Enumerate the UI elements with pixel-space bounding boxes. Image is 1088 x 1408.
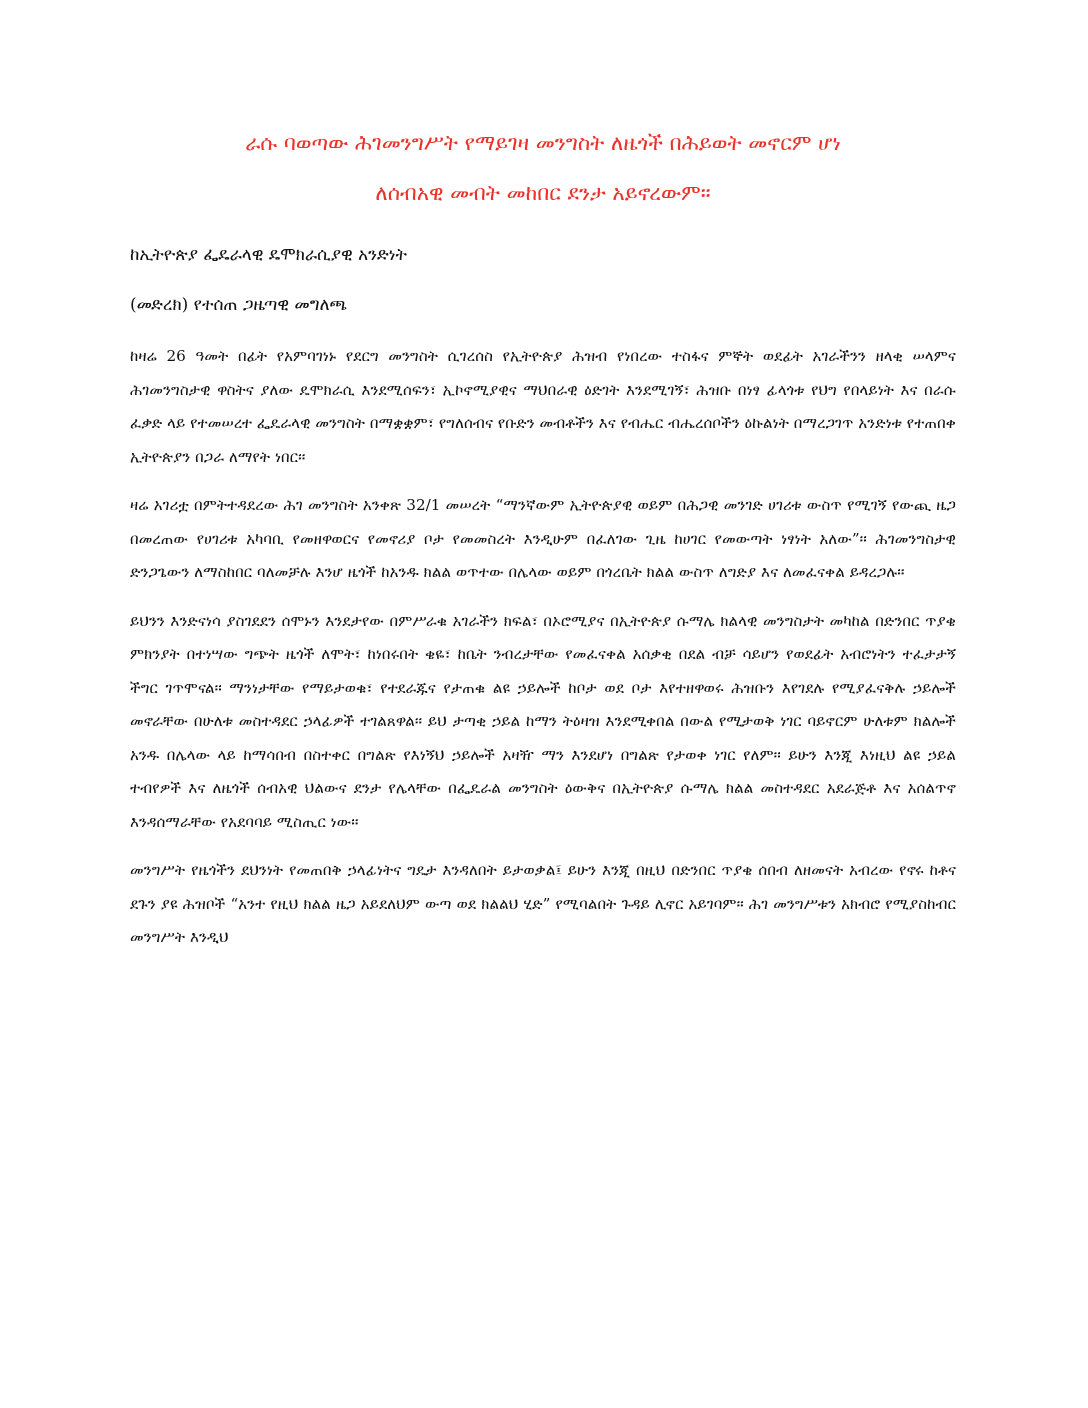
press-release-subheading: (መድረክ) የተሰጠ ጋዜጣዊ መግለጫ — [130, 295, 348, 315]
document-title — [130, 118, 956, 218]
organization-name: ከኢትዮጵያ ፌዴራላዊ ዴሞክራሲያዊ አንድነት — [130, 245, 407, 265]
paragraph-1: ከዛሬ 26 ዓመት በፊት የአምባገነኑ የደርግ መንግስት ሲገረሰስ የኢትዮጵያ ሕዝብ የነበረው ተስፋና ምኞት ወደፊት አገራችንን ዘላቂ ሠላምና ሕገመንግስታዊ ዋስትና ያለው ዴሞክራሲ እንደሚሰፍን፣ ኢኮኖሚያዊና ማህበራዊ ዕድገት እንደሚገኝ፣ ሕዝቡ በነፃ ፊላጎቱ የህግ የበላይነት እና በራሱ ፈቃድ ላይ የተመሠረተ ፌዴራላዊ መንግስት በማቋቋም፣ የግለሰብና የቡድን መብቶችን እና የብሔር ብሔረሰቦችን ዕኩልነት በማረጋገጥ አንድነቱ የተጠበቀ ኢትዮጵያን በጋራ ለማየት ነበር፡፡ — [130, 347, 956, 466]
title-line-2: ለሰብአዊ መብት መከበር ደንታ አይኖረውም። — [375, 181, 711, 205]
paragraph-2: ዛሬ አገሪቷ በምትተዳደረው ሕገ መንግስት አንቀጽ 32/1 መሠረት “ማንኛውም ኢትዮጵያዊ ወይም በሕጋዊ መንገድ ሀገሪቱ ውስጥ የሚገኝ የውጪ ዜጋ በመረጠው የሀገሪቱ አካባቢ የመዘዋወርና የመኖሪያ ቦታ የመመስረት እንዲሁም በፈለገው ጊዜ ከሀገር የመውጣት ነፃነት አለው”፡፡ ሕገመንግስታዊ ድንጋጌውን ለማስከበር ባለመቻሉ እንሆ ዜጎች ከአንዱ ክልል ወጥተው በሌላው ወይም በጎረቤት ክልል ውስጥ ለግድያ እና ለመፈናቀል ይዳረጋሉ፡፡ — [130, 496, 956, 581]
title-line-1: ራሱ ባወጣው ሕገመንግሥት የማይገዛ መንግስት ለዜጎች በሕይወት መኖርም ሆነ — [245, 131, 841, 155]
document-page — [130, 118, 956, 955]
body-text — [130, 340, 956, 955]
paragraph-3: ይህንን እንድናነሳ ያስገደደን ሰሞኑን እንደታየው በምሥራቁ አገራችን ክፍል፣ በኦሮሚያና በኢትዮጵያ ሱማሌ ክልላዊ መንግስታት መካከል በድንበር ጥያቄ ምክንያት በተነሣው ግጭት ዜጎች ለሞት፣ ከነበሩበት ቄዬ፣ ከቤት ንብረታቸው የመፈናቀል አሰቃቂ በደል ብቻ ሳይሆን የወደፊት አብሮነትን ተፈታታኝ ችግር ገጥሞናል፡፡ ማንነታቸው የማይታወቁ፣ የተደራጁና የታጠቁ ልዩ ኃይሎች ከቦታ ወደ ቦታ እየተዘዋወሩ ሕዝቡን እየገደሉ የሚያፈናቅሉ ኃይሎች መኖራቸው በሁለቱ መስተዳደር ኃላፊዎች ተገልጸዋል፡፡ ይህ ታጣቂ ኃይል ከማን ትዕዛዝ እንደሚቀበል በውል የሚታወቅ ነገር ባይኖርም ሁለቱም ክልሎች አንዱ በሌላው ላይ ከማሳበብ በስተቀር በግልጽ የእነኝህ ኃይሎች አዛዥ ማን እንደሆነ በግልጽ የታወቀ ነገር የለም፡፡ ይሁን እንጂ እነዚህ ልዩ ኃይል ተብየዎች እና ለዜጎች ሰብአዊ ህልውና ደንታ የሌላቸው በፌዴራል መንግስት ዕውቅና በኢትዮጵያ ሱማሌ ክልል መስተዳደር አደራጅቶ እና አሰልጥኖ እንዳሰማራቸው የአደባባይ ሚስጢር ነው፡፡ — [130, 611, 956, 831]
paragraph-4: መንግሥት የዜጎችን ደህንነት የመጠበቅ ኃላፊነትና ግዴታ እንዳለበት ይታወቃል፤ ይሁን እንጂ በዚህ በድንበር ጥያቄ ሰበብ ለዘመናት አብረው የኖሩ ከቶና ደጉን ያዩ ሕዝቦች “አንተ የዚህ ክልል ዜጋ አይደለህም ውጣ ወደ ክልልህ ሂድ” የሚባልበት ጉዳይ ሊኖር አይገባም፡፡ ሕገ መንግሥቱን አክብሮ የሚያስከብር መንግሥት እንዲህ — [130, 861, 956, 946]
